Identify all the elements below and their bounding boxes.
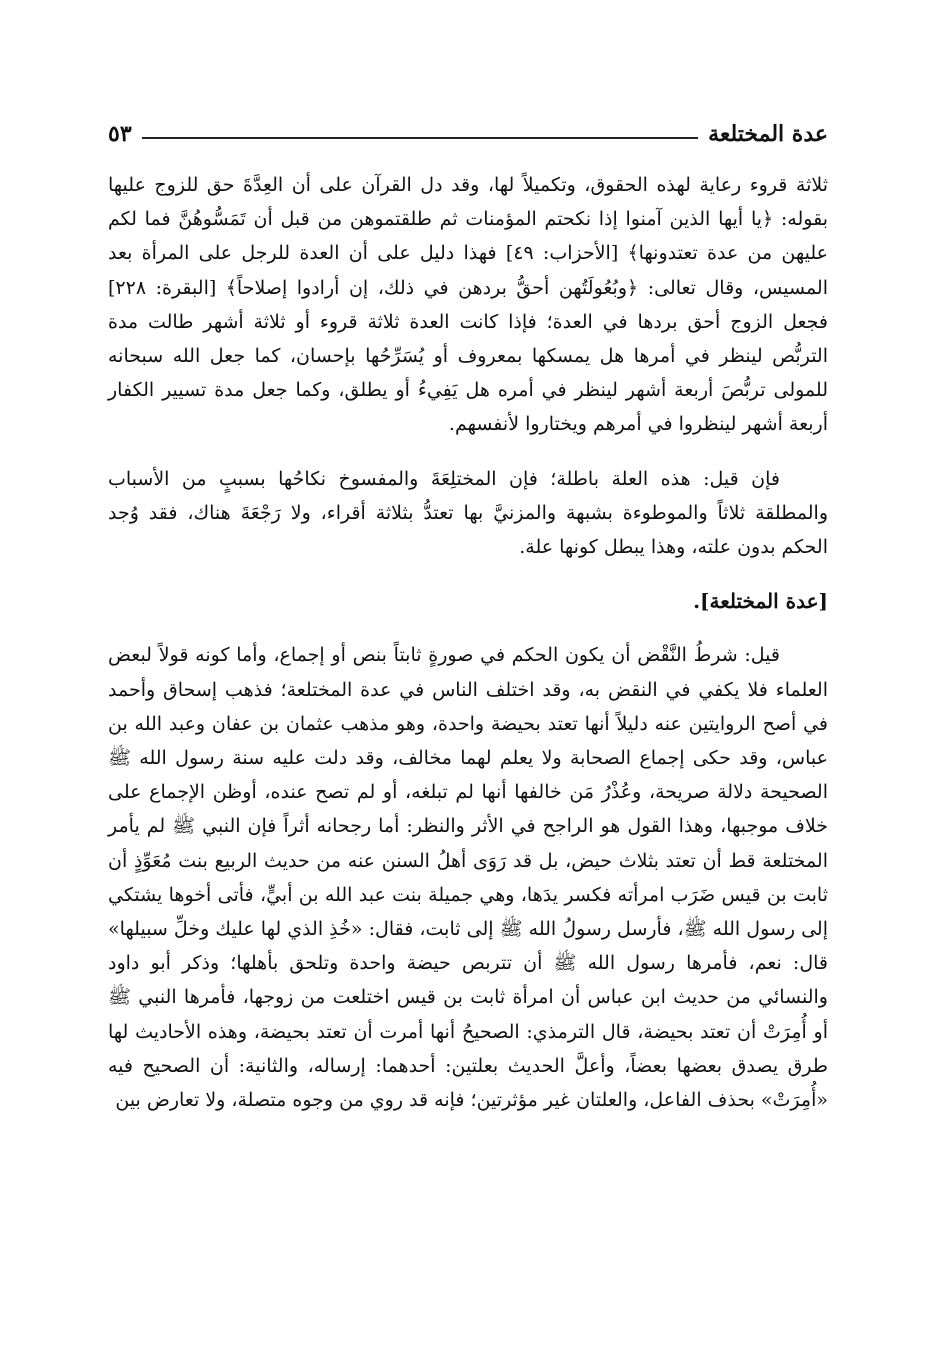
paragraph-1: ثلاثة قروء رعاية لهذه الحقوق، وتكميلاً لها، وقد دل القرآن على أن العِدَّةَ حق للزوج عليها بقوله: ﴿يا أيها الذين آمنوا إذا نكحتم المؤمنات ثم طلقتموهن من قبل أن تَمَسُّوهُنَّ فما لكم عليهن من عدة تعتدونها﴾ [الأحزاب: ٤٩] فهذا دليل على أن العدة للرجل على المرأة بعد المسيس، وقال تعالى: ﴿وبُعُولَتُهن أحقُّ بردهن في ذلك، إن أرادوا إصلاحاً﴾ [البقرة: ٢٢٨] فجعل الزوج أحق بردها في العدة؛ فإذا كانت العدة ثلاثة قروء أو ثلاثة أشهر طالت مدة التربُّص لينظر في أمرها هل يمسكها بمعروف أو يُسَرِّحُها بإحسان، كما جعل الله سبحانه للمولى تربُّصَ أربعة أشهر لينظر في أمره هل يَفِيءُ أو يطلق، وكما جعل مدة تسيير الكفار أربعة أشهر لينظروا في أمرهم ويختاروا لأنفسهم. (108, 174, 829, 436)
running-header (108, 112, 828, 156)
paragraph-gap (108, 618, 828, 638)
paragraph-gap (108, 564, 828, 584)
paragraph-2: فإن قيل: هذه العلة باطلة؛ فإن المختلِعَةَ والمفسوخ نكاحُها بسببٍ من الأسباب والمطلقة ثلاثاً والموطوءة بشبهة والمزنيَّ بها تعتدُّ بثلاثة أقراء، ولا رَجْعَةَ هناك، فقد وُجد الحكم بدون علته، وهذا يبطل كونها علة. (108, 467, 828, 559)
page-body (108, 168, 828, 1117)
header-rule (142, 137, 698, 139)
paragraph-gap (108, 442, 828, 462)
paragraph-3: قيل: شرطُ النَّقْض أن يكون الحكم في صورةٍ ثابتاً بنص أو إجماع، وأما كونه قولاً لبعض العلماء فلا يكفي في النقض به، وقد اختلف الناس في عدة المختلعة؛ فذهب إسحاق وأحمد في أصح الروايتين عنه دليلاً أنها تعتد بحيضة واحدة، وهو مذهب عثمان بن عفان وعبد الله بن عباس، وقد حكى إجماع الصحابة ولا يعلم لهما مخالف، وقد دلت عليه سنة رسول الله ﷺ الصحيحة دلالة صريحة، وعُذْرُ مَن خالفها أنها لم تبلغه، أو لم تصح عنده، أوظن الإجماع على خلاف موجبها، وهذا القول هو الراجح في الأثر والنظر: أما رجحانه أثراً فإن النبي ﷺ لم يأمر المختلعة قط أن تعتد بثلاث حيض، بل قد رَوَى أهلُ السنن عنه من حديث الربيع بنت مُعَوِّذٍ أن ثابت بن قيس ضَرَب امرأته فكسر يدَها، وهي جميلة بنت عبد الله بن أبيٍّ، فأتى أخوها يشتكي إلى رسول الله ﷺ، فأرسل رسولُ الله ﷺ إلى ثابت، فقال: «خُذِ الذي لها عليك وخلِّ سبيلها» قال: نعم، فأمرها رسول الله ﷺ أن تتربص حيضة واحدة وتلحق بأهلها؛ وذكر أبو داود والنسائي من حديث ابن عباس أن امرأة ثابت بن قيس اختلعت من زوجها، فأمرها النبي ﷺ أو أُمِرَتْ أن تعتد بحيضة، قال الترمذي: الصحيحُ أنها أمرت أن تعتد بحيضة، وهذه الأحاديث لها طرق يصدق بعضها بعضاً، وأعلَّ الحديث بعلتين: أحدهما: إرساله، والثانية: أن الصحيح فيه «أُمِرَتْ» بحذف الفاعل، والعلتان غير مؤثرتين؛ فإنه قد روي من وجوه متصلة، ولا تعارض بين (108, 644, 829, 1112)
page-number: ٥٣ (108, 121, 132, 147)
section-heading: [عدة المختلعة]. (693, 589, 828, 614)
chapter-title: عدة المختلعة (708, 121, 828, 147)
